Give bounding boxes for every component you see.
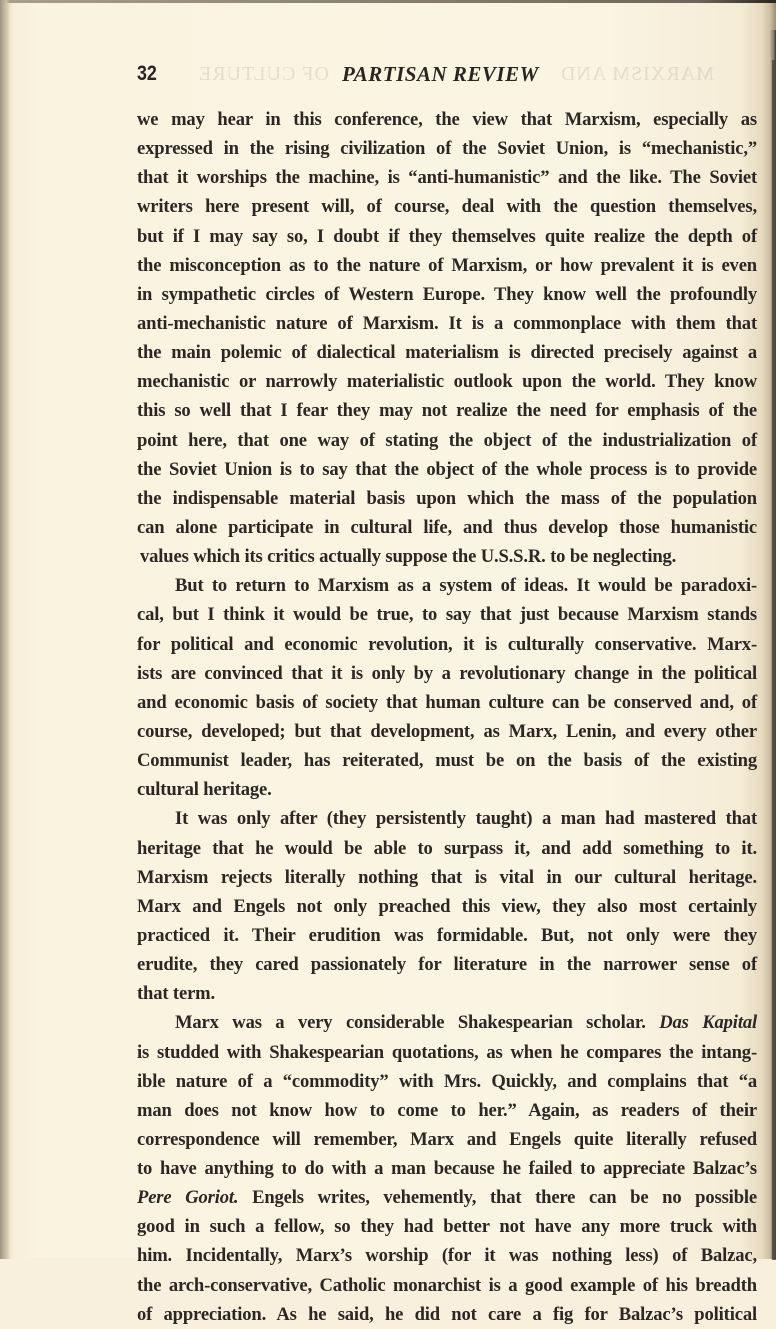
text-line: the indispensable material basis upon which the mass of the population bbox=[137, 487, 757, 509]
text-line: It was only after (they persistently taught) a man had mastered that bbox=[175, 808, 757, 830]
text-line: and economic basis of society that human culture can be conserved and, of bbox=[137, 691, 757, 713]
page-left-gutter-shadow bbox=[0, 0, 10, 1259]
text-line: values which its critics actually suppose the U.S.S.R. to be neglecting. bbox=[140, 546, 677, 568]
text-line: Marxism rejects literally nothing that is vital in our cultural heritage. bbox=[137, 866, 757, 888]
text-line: to have anything to do with a man because he failed to appreciate Balzac’s bbox=[137, 1158, 757, 1180]
text-line: correspondence will remember, Marx and Engels quite literally refused bbox=[137, 1128, 757, 1150]
text-line: cal, but I think it would be true, to say that just because Marxism stands bbox=[137, 604, 757, 626]
text-line: the Soviet Union is to say that the object of the whole process is to provide bbox=[137, 458, 757, 480]
italic-title: Das Kapital bbox=[659, 1012, 758, 1034]
italic-title: Pere Goriot. bbox=[137, 1187, 239, 1209]
text-line: point here, that one way of stating the object of the industrialization of bbox=[137, 429, 757, 451]
text-line: the main polemic of dialectical materialism is directed precisely against a bbox=[137, 342, 757, 364]
text-line: of appreciation. As he said, he did not care a fig for Balzac’s political bbox=[137, 1303, 757, 1325]
text-line: expressed in the rising civilization of the Soviet Union, is “mechanistic,” bbox=[137, 138, 757, 160]
running-head: PARTISAN REVIEW bbox=[342, 62, 539, 86]
text-line: heritage that he would be able to surpass it, and add something to it. bbox=[137, 837, 757, 859]
page-number: 32 bbox=[137, 62, 157, 85]
text-line: the arch-conservative, Catholic monarchist is a good example of his breadth bbox=[137, 1274, 757, 1296]
text-run: Engels writes, vehemently, that there can be no possible bbox=[238, 1187, 757, 1209]
text-line: ible nature of a “commodity” with Mrs. Quickly, and complains that “a bbox=[137, 1070, 757, 1092]
page-top-edge bbox=[0, 0, 776, 3]
bleed-through-text-left: OF CULTURE bbox=[198, 63, 329, 85]
text-line: good in such a fellow, so they had better not have any more truck with bbox=[137, 1216, 757, 1238]
text-line: Communist leader, has reiterated, must be on the basis of the existing bbox=[137, 750, 757, 772]
text-line: cultural heritage. bbox=[137, 779, 272, 801]
text-line: in sympathetic circles of Western Europe. They know well the profoundly bbox=[137, 283, 757, 305]
text-line bbox=[137, 1008, 757, 1037]
page-header bbox=[137, 62, 757, 92]
text-line: anti-mechanistic nature of Marxism. It is a commonplace with them that bbox=[137, 312, 757, 334]
text-line: is studded with Shakespearian quotations, as when he compares the intang- bbox=[137, 1041, 757, 1063]
text-line: ists are convinced that it is only by a revolutionary change in the political bbox=[137, 662, 757, 684]
text-line: erudite, they cared passionately for literature in the narrower sense of bbox=[137, 954, 757, 976]
text-line: man does not know how to come to her.” Again, as readers of their bbox=[137, 1099, 757, 1121]
text-line: we may hear in this conference, the view that Marxism, especially as bbox=[137, 109, 757, 130]
text-run: Marx was a very considerable Shakespearian scholar. bbox=[175, 1012, 660, 1034]
bleed-through-text-right: MARXISM AND bbox=[560, 63, 714, 85]
text-line: Marx and Engels not only preached this view, they also most certainly bbox=[137, 895, 757, 917]
text-line: course, developed; but that development, as Marx, Lenin, and every other bbox=[137, 720, 757, 742]
text-line: mechanistic or narrowly materialistic outlook upon the world. They know bbox=[137, 371, 757, 393]
text-line: that it worships the machine, is “anti-humanistic” and the like. The Soviet bbox=[137, 167, 757, 189]
text-line bbox=[137, 1183, 757, 1212]
text-line: him. Incidentally, Marx’s worship (for it was nothing less) of Balzac, bbox=[137, 1245, 757, 1267]
body-text bbox=[137, 105, 757, 1329]
text-line: But to return to Marxism as a system of ideas. It would be paradoxi- bbox=[175, 575, 757, 597]
text-line: writers here present will, of course, deal with the question themselves, bbox=[137, 196, 757, 218]
text-line: that term. bbox=[137, 983, 216, 1005]
text-line: can alone participate in cultural life, and thus develop those humanistic bbox=[137, 516, 757, 538]
text-line: but if I may say so, I doubt if they themselves quite realize the depth of bbox=[137, 225, 757, 247]
text-line: this so well that I fear they may not realize the need for emphasis of the bbox=[137, 400, 757, 422]
text-line: for political and economic revolution, it is culturally conservative. Marx- bbox=[137, 633, 757, 655]
text-line: the misconception as to the nature of Marxism, or how prevalent it is even bbox=[137, 254, 757, 276]
page-right-edge bbox=[772, 60, 776, 1260]
text-line: practiced it. Their erudition was formidable. But, not only were they bbox=[137, 924, 757, 946]
